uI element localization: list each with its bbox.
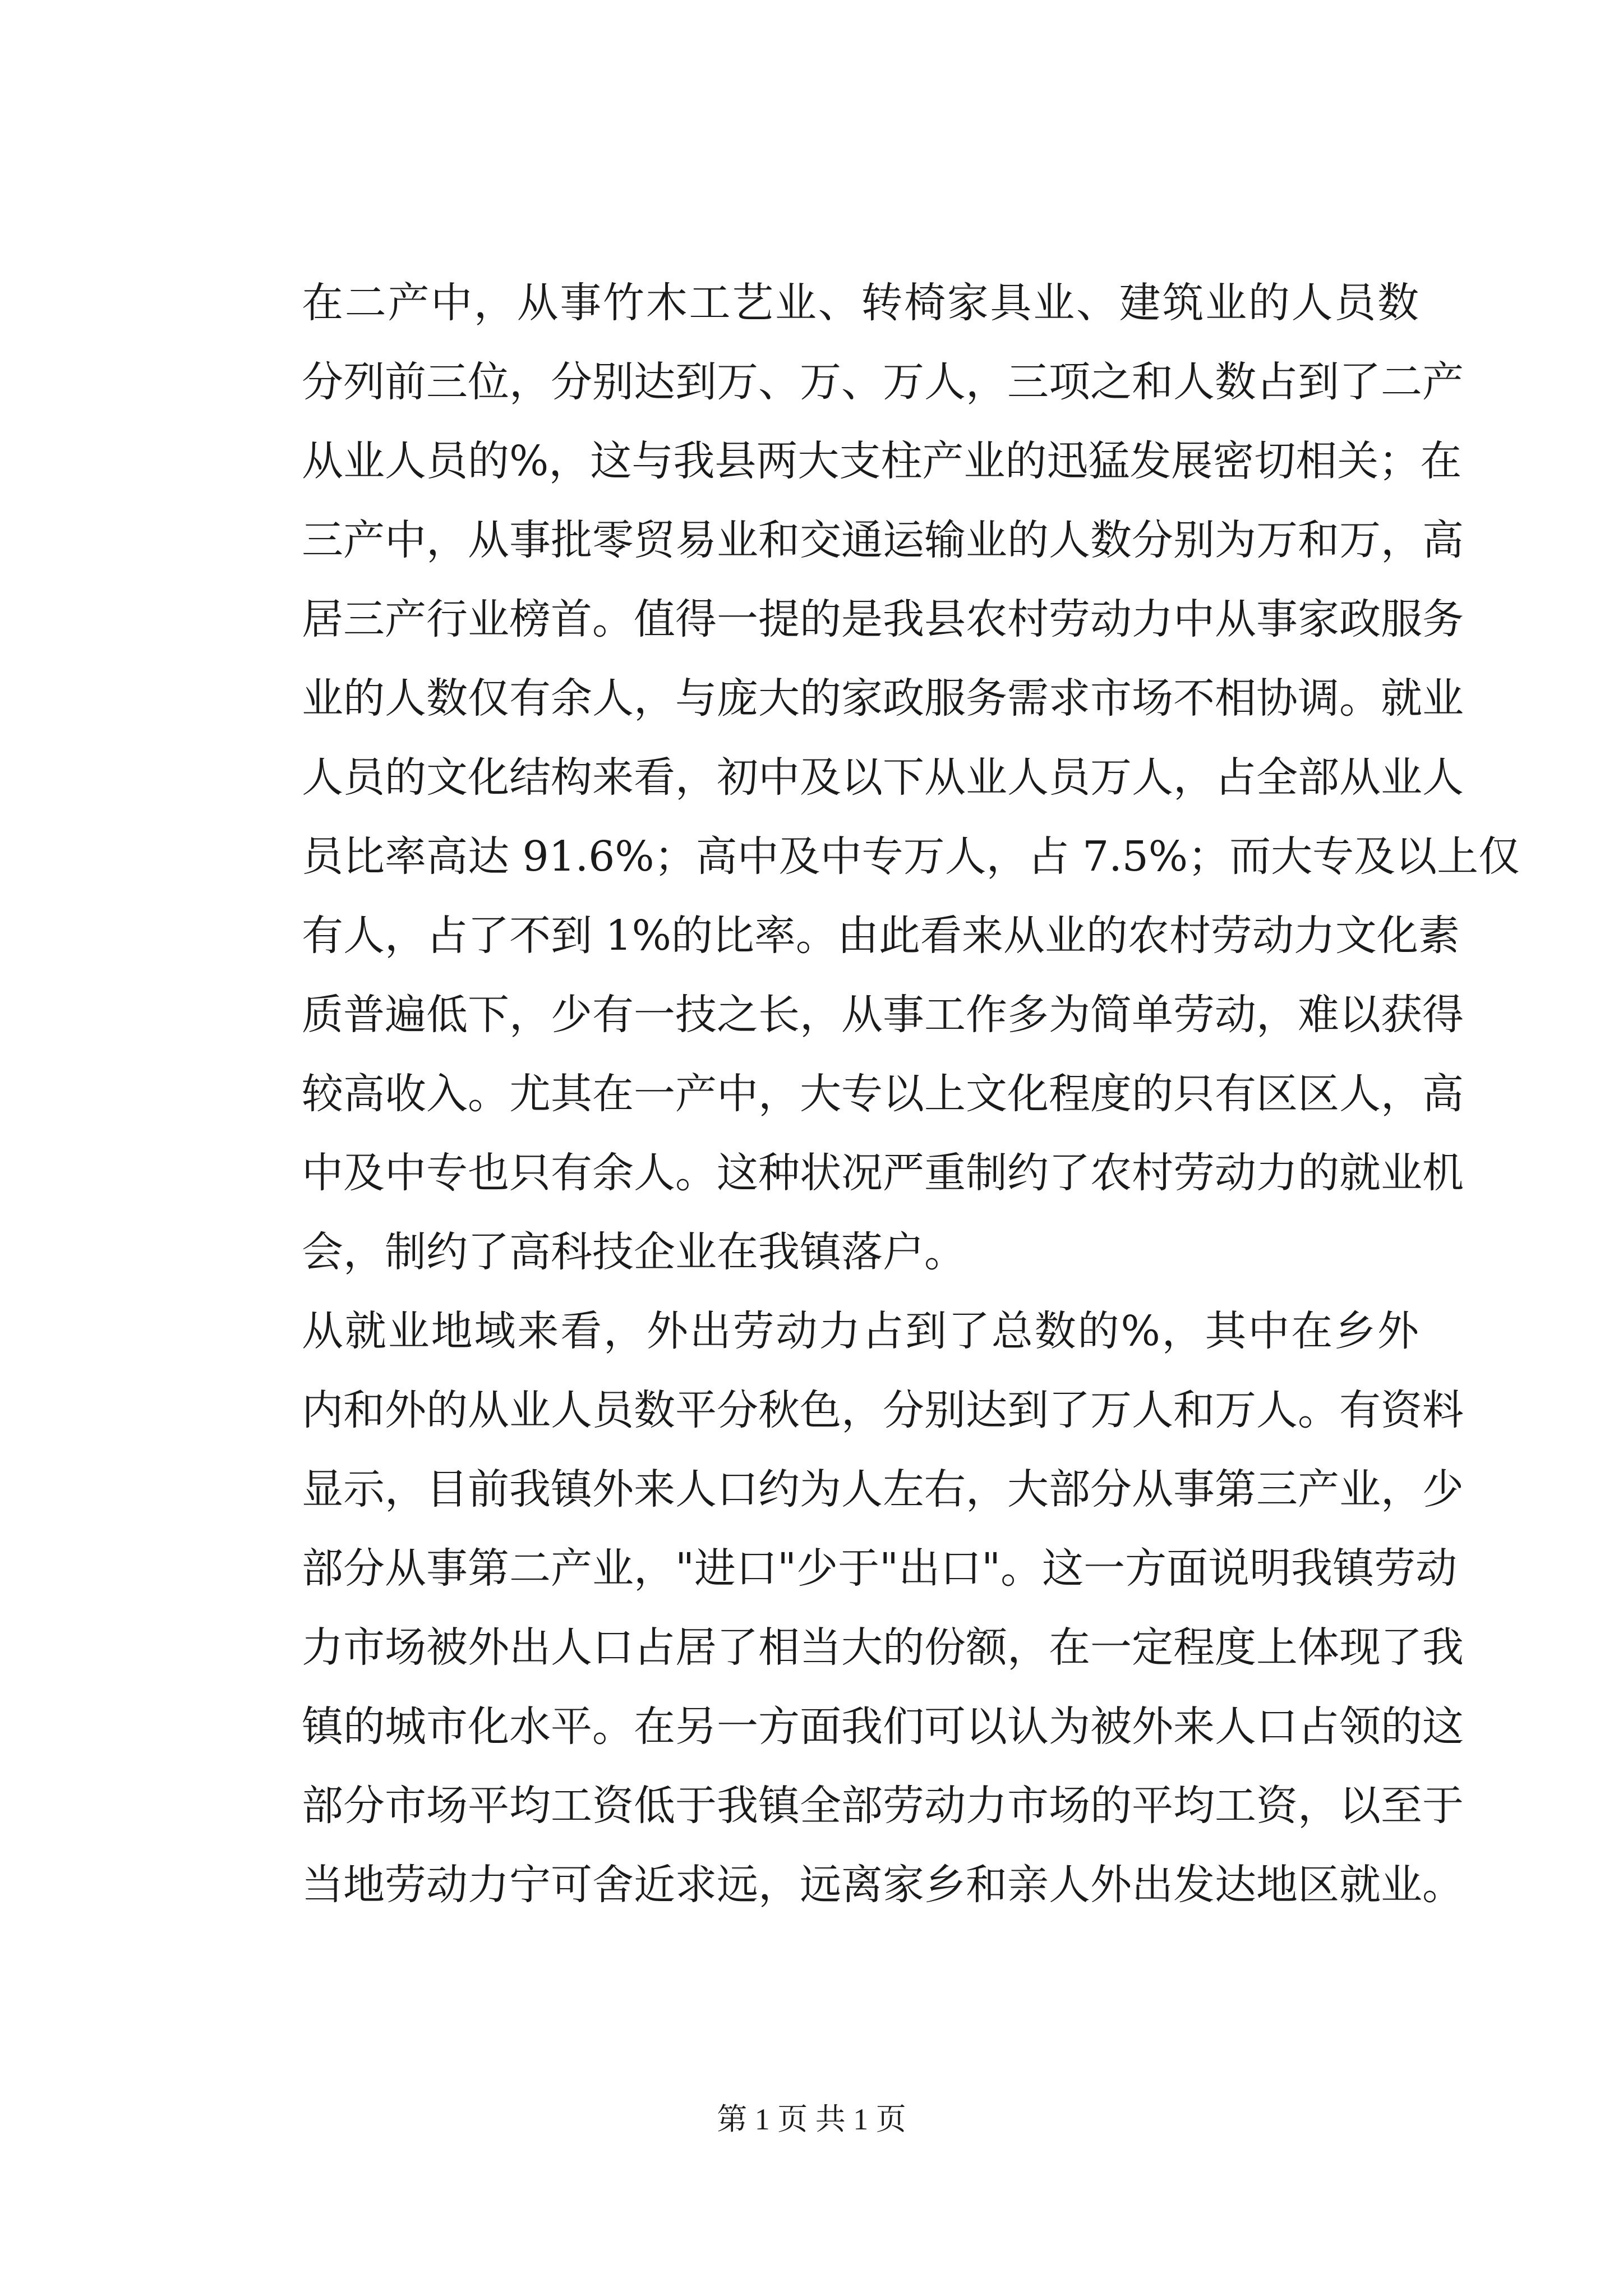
text-line: 业的人数仅有余人，与庞大的家政服务需求市场不相协调。就业 [302,674,1464,723]
body-text [219,264,1520,1925]
text-line: 中及中专也只有余人。这种状况严重制约了农村劳动力的就业机 [302,1149,1464,1197]
text-line: 力市场被外出人口占居了相当大的份额，在一定程度上体现了我 [302,1623,1464,1672]
text-line: 从业人员的%，这与我县两大支柱产业的迅猛发展密切相关；在 [302,437,1462,485]
text-line: 有人，占了不到 1%的比率。由此看来从业的农村劳动力文化素 [302,912,1460,960]
text-line: 会，制约了高科技企业在我镇落户。 [302,1228,966,1276]
text-line: 三产中，从事批零贸易业和交通运输业的人数分别为万和万，高 [302,516,1464,564]
text-line: 人员的文化结构来看，初中及以下从业人员万人，占全部从业人 [302,753,1464,802]
text-line: 较高收入。尤其在一产中，大专以上文化程度的只有区区人，高 [302,1070,1464,1118]
text-line: 员比率高达 91.6%；高中及中专万人，占 7.5%；而大专及以上仅 [302,832,1520,881]
paragraph-2 [219,1292,1464,1925]
text-line: 从就业地域来看，外出劳动力占到了总数的%，其中在乡外 [302,1307,1419,1355]
text-line: 部分从事第二产业，"进口"少于"出口"。这一方面说明我镇劳动 [302,1544,1458,1593]
text-line: 分列前三位，分别达到万、万、万人，三项之和人数占到了二产 [302,358,1464,406]
text-line: 部分市场平均工资低于我镇全部劳动力市场的平均工资，以至于 [302,1782,1464,1830]
text-line: 质普遍低下，少有一技之长，从事工作多为简单劳动，难以获得 [302,991,1464,1039]
text-line: 内和外的从业人员数平分秋色，分别达到了万人和万人。有资料 [302,1386,1464,1434]
text-line: 当地劳动力宁可舍近求远，远离家乡和亲人外出发达地区就业。 [302,1861,1464,1909]
text-line: 居三产行业榜首。值得一提的是我县农村劳动力中从事家政服务 [302,595,1464,643]
text-line: 显示，目前我镇外来人口约为人左右，大部分从事第三产业，少 [302,1465,1464,1513]
page-footer: 第 1 页 共 1 页 [717,2102,906,2136]
text-line: 在二产中，从事竹木工艺业、转椅家具业、建筑业的人员数 [302,279,1419,327]
text-line: 镇的城市化水平。在另一方面我们可以认为被外来人口占领的这 [302,1703,1464,1751]
paragraph-1 [219,264,1520,1292]
